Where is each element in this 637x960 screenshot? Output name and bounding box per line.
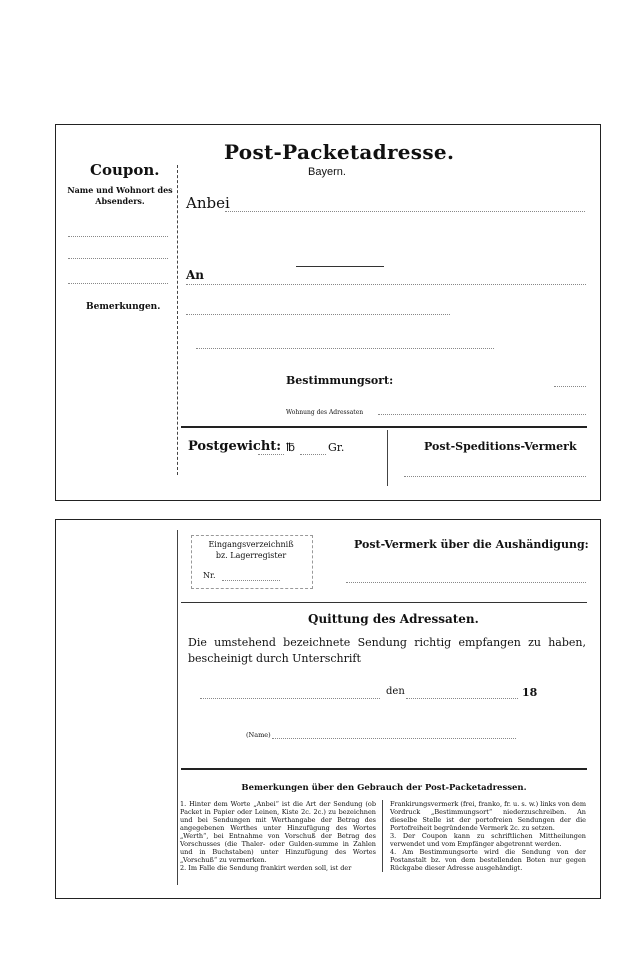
register-line2: bz. Lagerregister — [215, 551, 287, 560]
register-line1: Eingangsverzeichniß — [208, 540, 294, 549]
weight-gram-line[interactable] — [300, 454, 326, 455]
name-label: (Name) — [246, 731, 271, 739]
notes-title: Bemerkungen über den Gebrauch der Post-Packetadressen. — [241, 783, 527, 793]
dispatch-label: Post-Speditions-Vermerk — [424, 440, 577, 453]
coupon-line-2[interactable] — [68, 258, 168, 259]
coupon-title: Coupon. — [90, 161, 160, 179]
weight-divider — [387, 430, 388, 486]
date-line[interactable] — [406, 698, 518, 699]
destination-line[interactable] — [554, 386, 586, 387]
address-line-3[interactable] — [196, 348, 494, 349]
remarks-label: Bemerkungen. — [86, 302, 161, 312]
coupon-line-3[interactable] — [68, 283, 168, 284]
residence-line[interactable] — [378, 414, 586, 415]
weight-label: Postgewicht: — [188, 439, 282, 454]
destination-label: Bestimmungsort: — [286, 374, 394, 387]
weight-rule — [181, 426, 587, 428]
name-line[interactable] — [272, 738, 516, 739]
sender-label: Name und Wohnort des Absenders. — [67, 185, 173, 206]
form-title: Post-Packetadresse. — [224, 140, 455, 164]
number-label: Nr. — [203, 571, 216, 580]
receipt-title: Quittung des Adressaten. — [308, 612, 479, 626]
separator-short — [296, 266, 384, 267]
weight-pound-line[interactable] — [258, 454, 284, 455]
enclosed-label: Anbei — [186, 194, 230, 212]
to-label: An — [186, 268, 205, 282]
date-label: den — [386, 686, 405, 697]
receipt-text: Die umstehend bezeichnete Sendung richtig empfangen zu haben, bescheinigt durch Unterschrift — [188, 636, 586, 665]
back-rule-2 — [181, 768, 587, 770]
dispatch-line[interactable] — [404, 476, 586, 477]
notes-right: Frankirungsvermerk (frei, franko, fr. u. s. w.) links von dem Vordruck „Bestimmungsort“ niederzuschreiben. An dieselbe Stelle ist der portofreien Sendungen der die Portofreiheit begründende Vermerk 2c. zu setzen. 3. Der Coupon kann zu schriftlichen Mittheilungen verwendet und vom Empfänger abgetrennt werden. 4. Am Bestimmungsorte wird die Sendung von der Postanstalt bz. von dem bestellenden Boten nur gegen Rückgabe dieser Adresse ausgehändigt. — [390, 800, 586, 872]
place-line[interactable] — [200, 698, 380, 699]
pound-symbol: ℔ — [286, 441, 295, 454]
address-line-2[interactable] — [186, 314, 450, 315]
gram-label: Gr. — [328, 441, 345, 454]
address-line-1[interactable] — [186, 284, 586, 285]
year-label: 18 — [522, 686, 538, 699]
delivery-label: Post-Vermerk über die Aushändigung: — [354, 538, 589, 551]
notes-left: 1. Hinter dem Worte „Anbei“ ist die Art der Sendung (ob Packet in Papier oder Leinen, Kiste 2c. 2c.) zu bezeichnen und bei Sendungen mit Werthangabe der Betrag des angegebenen Werthes unter Hinzufügung des Wortes „Werth“, bei Entnahme von Vorschuß der Betrag des Vorschusses (die Thaler- oder Gulden-summe in Zahlen und in Buchstaben) unter Hinzufügung des Wortes „Vorschuß“ zu vermerken. 2. Im Falle die Sendung frankirt werden soll, ist der — [180, 800, 376, 872]
form-state: Bayern. — [308, 166, 346, 178]
back-left-divider — [177, 530, 178, 885]
delivery-line[interactable] — [346, 582, 586, 583]
enclosed-line[interactable] — [225, 211, 585, 212]
number-line[interactable] — [222, 580, 280, 581]
coupon-divider — [177, 165, 178, 475]
residence-label: Wohnung des Adressaten — [286, 409, 364, 416]
coupon-line-1[interactable] — [68, 236, 168, 237]
notes-divider — [382, 800, 383, 872]
back-rule-1 — [181, 602, 587, 603]
